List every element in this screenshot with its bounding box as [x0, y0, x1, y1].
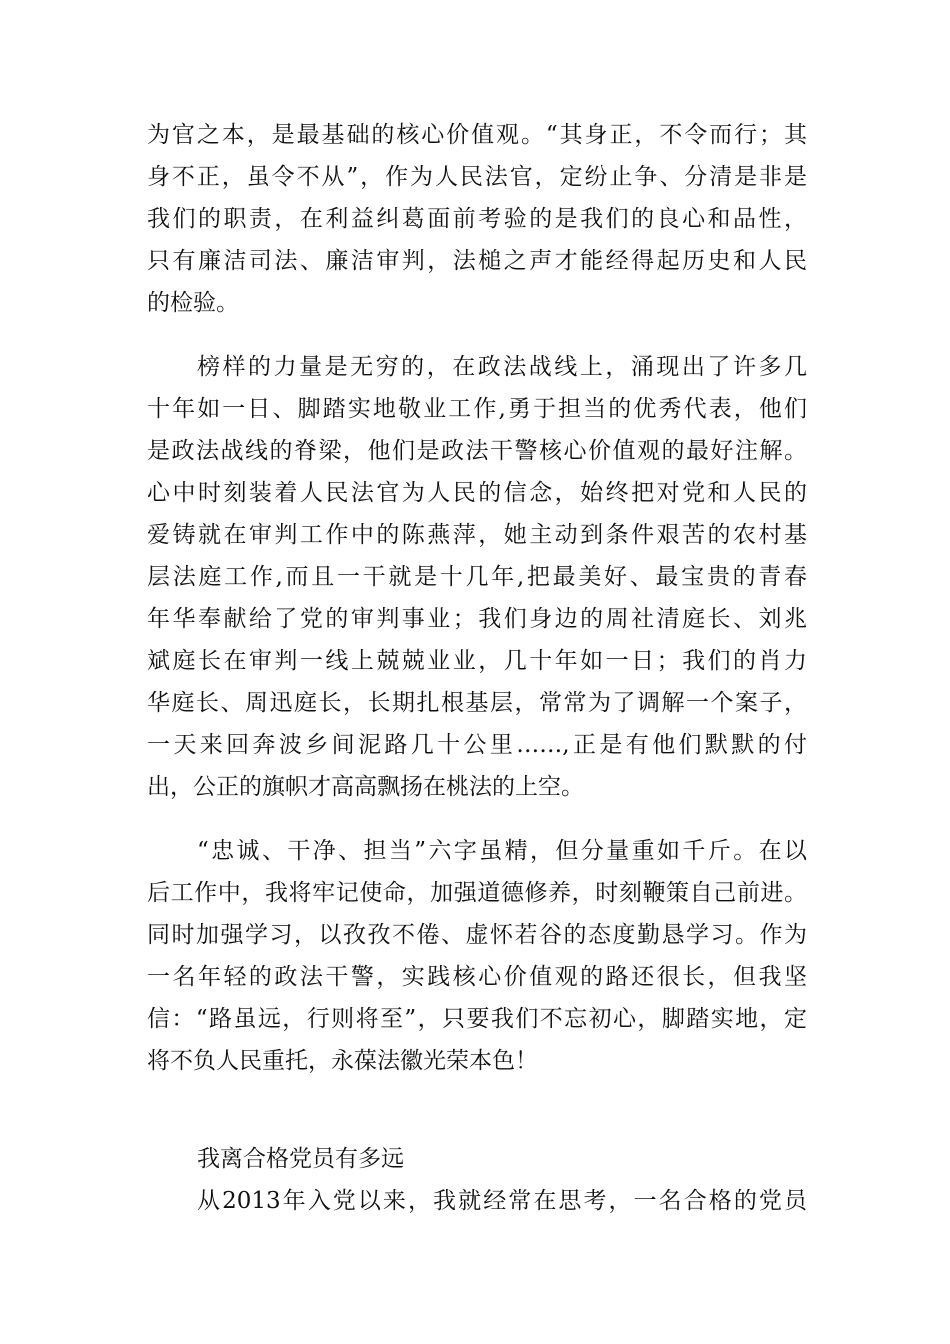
text-line: 的检验。 — [147, 290, 239, 316]
text-line: 是政法战线的脊梁，他们是政法干警核心价值观的最好注解。 — [147, 438, 807, 464]
text-line: 心中时刻装着人民法官为人民的信念，始终把对党和人民的 — [147, 480, 807, 506]
text-line: 我们的职责，在利益纠葛面前考验的是我们的良心和品性， — [147, 206, 807, 232]
text-line: “忠诚、干净、担当”六字虽精，但分量重如千斤。在以 — [197, 838, 807, 864]
section-title: 我离合格党员有多远 — [197, 1146, 404, 1172]
text-line: 华庭长、周迅庭长，长期扎根基层，常常为了调解一个案子， — [147, 690, 807, 716]
text-line: 层法庭工作,而且一干就是十几年,把最美好、最宝贵的青春 — [147, 564, 807, 590]
text-line: 出，公正的旗帜才高高飘扬在桃法的上空。 — [147, 774, 584, 800]
text-line: 身不正，虽令不从”，作为人民法官，定纷止争、分清是非是 — [147, 164, 807, 190]
text-line: 信：“路虽远，行则将至”，只要我们不忘初心，脚踏实地，定 — [147, 1006, 807, 1032]
text-line: 斌庭长在审判一线上兢兢业业，几十年如一日；我们的肖力 — [147, 648, 807, 674]
text-line: 只有廉洁司法、廉洁审判，法槌之声才能经得起历史和人民 — [147, 248, 807, 274]
text-line: 为官之本，是最基础的核心价值观。“其身正，不令而行；其 — [147, 122, 807, 148]
text-line: 同时加强学习，以孜孜不倦、虚怀若谷的态度勤恳学习。作为 — [147, 922, 807, 948]
text-line: 一名年轻的政法干警，实践核心价值观的路还很长，但我坚 — [147, 964, 807, 990]
text-line: 将不负人民重托，永葆法徽光荣本色！ — [147, 1048, 538, 1074]
section-first-line: 从2013年入党以来，我就经常在思考，一名合格的党员 — [197, 1188, 807, 1214]
text-line: 十年如一日、脚踏实地敬业工作,勇于担当的优秀代表，他们 — [147, 396, 807, 422]
text-line: 爱铸就在审判工作中的陈燕萍，她主动到条件艰苦的农村基 — [147, 522, 807, 548]
text-line: 榜样的力量是无穷的，在政法战线上，涌现出了许多几 — [197, 354, 807, 380]
text-line: 年华奉献给了党的审判事业；我们身边的周社清庭长、刘兆 — [147, 606, 807, 632]
text-line: 后工作中，我将牢记使命，加强道德修养，时刻鞭策自己前进。 — [147, 880, 807, 906]
text-line: 一天来回奔波乡间泥路几十公里……,正是有他们默默的付 — [147, 732, 807, 758]
